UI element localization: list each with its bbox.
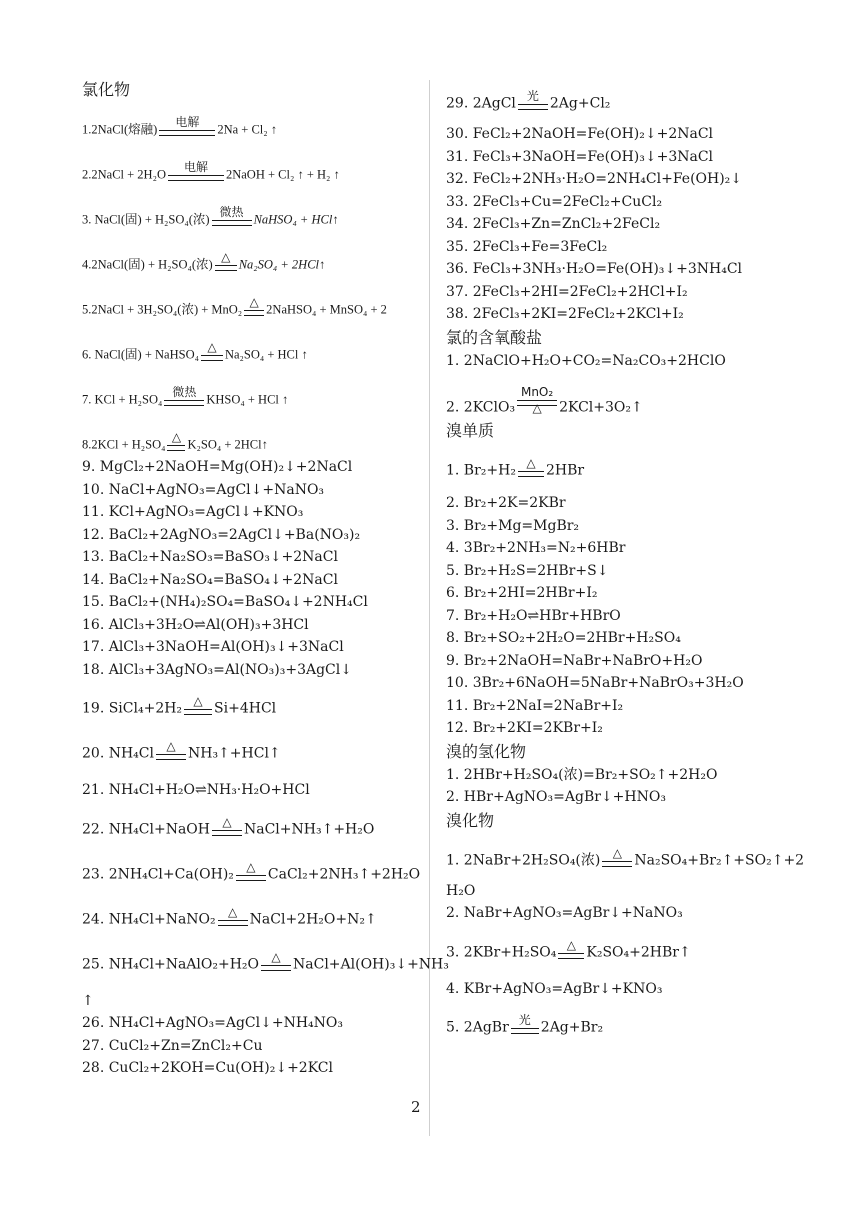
equation-br-8: 8. Br₂+SO₂+2H₂O=2HBr+H₂SO₄ [446,630,681,646]
equation-l4: 4.2NaCl(固) + H₂SO₄(浓) △ Na₂SO₄ + 2HCl↑ [82,250,326,272]
equation-r30: 30. FeCl₂+2NaOH=Fe(OH)₂↓+2NaCl [446,126,714,142]
equation-r35: 35. 2FeCl₃+Fe=3FeCl₂ [446,238,608,255]
equation-l10: 10. NaCl+AgNO₃=AgCl↓+NaNO₃ [82,481,325,498]
equation-r33: 33. 2FeCl₃+Cu=2FeCl₂+CuCl₂ [446,193,663,210]
equation-bromide-2: 2. NaBr+AgNO₃=AgBr↓+NaNO₃ [446,905,683,921]
equation-l22: 22. NH₄Cl+NaOH △ NaCl+NH₃↑+H₂O [82,814,375,837]
equation-l1: 1.2NaCl(熔融) 电解 2Na + Cl₂ ↑ [82,115,278,137]
equation-bromide-5: 5. 2AgBr 光 2Ag+Br₂ [446,1013,604,1036]
equation-l2: 2.2NaCl + 2H₂O 电解 2NaOH + Cl₂ ↑ + H₂ ↑ [82,160,340,182]
equation-l5: 5.2NaCl + 3H₂SO₄(浓) + MnO₂ △ 2NaHSO₄ + MnSO₄ + 2 [82,295,387,317]
equation-br-3: 3. Br₂+Mg=MgBr₂ [446,517,580,534]
equation-br-4: 4. 3Br₂+2NH₃=N₂+6HBr [446,540,626,556]
equation-l6: 6. NaCl(固) + NaHSO₄ △ Na₂SO₄ + HCl ↑ [82,340,308,362]
equation-hbr-1: 1. 2HBr+H₂SO₄(浓)=Br₂+SO₂↑+2H₂O [446,766,718,783]
equation-br-2: 2. Br₂+2K=2KBr [446,495,566,511]
section-heading-chlorides: 氯化物 [82,80,131,99]
column-divider [429,80,430,1136]
equation-oxy-1: 1. 2NaClO+H₂O+CO₂=Na₂CO₃+2HClO [446,352,726,369]
equation-l18: 18. AlCl₃+3AgNO₃=Al(NO₃)₃+3AgCl↓ [82,661,352,678]
equation-br-9: 9. Br₂+2NaOH=NaBr+NaBrO+H₂O [446,652,703,669]
equation-br-10: 10. 3Br₂+6NaOH=5NaBr+NaBrO₃+3H₂O [446,675,744,691]
equation-l19: 19. SiCl₄+2H₂ △ Si+4HCl [82,694,277,717]
equation-bromide-1-continued: H₂O [446,882,476,899]
equation-br-6: 6. Br₂+2HI=2HBr+I₂ [446,585,598,601]
equation-r31: 31. FeCl₃+3NaOH=Fe(OH)₃↓+3NaCl [446,148,714,165]
equation-l14: 14. BaCl₂+Na₂SO₄=BaSO₄↓+2NaCl [82,571,338,588]
equation-br-1: 1. Br₂+H₂ △ 2HBr [446,456,585,479]
equation-hbr-2: 2. HBr+AgNO₃=AgBr↓+HNO₃ [446,789,666,805]
equation-l21: 21. NH₄Cl+H₂O⇌NH₃·H₂O+HCl [82,782,310,798]
equation-l28: 28. CuCl₂+2KOH=Cu(OH)₂↓+2KCl [82,1060,333,1076]
section-heading-bromides: 溴化物 [446,810,495,830]
section-heading-oxyacid-salts: 氯的含氧酸盐 [446,327,543,347]
left-column [82,78,449,1080]
equation-bromide-4: 4. KBr+AgNO₃=AgBr↓+KNO₃ [446,980,663,997]
equation-l11: 11. KCl+AgNO₃=AgCl↓+KNO₃ [82,504,304,520]
equation-br-12: 12. Br₂+2KI=2KBr+I₂ [446,720,603,736]
equation-r32: 32. FeCl₂+2NH₃·H₂O=2NH₄Cl+Fe(OH)₂↓ [446,171,743,187]
equation-l7: 7. KCl + H₂SO₄ 微热 KHSO₄ + HCl ↑ [82,385,289,407]
right-column [446,90,816,1039]
equation-r29: 29. 2AgCl 光 2Ag+Cl₂ [446,89,611,112]
section-heading-hydrogen-bromide: 溴的氢化物 [446,741,527,761]
equation-l25-continued: ↑ [82,992,94,1009]
equation-r37: 37. 2FeCl₃+2HI=2FeCl₂+2HCl+I₂ [446,283,688,300]
equation-l27: 27. CuCl₂+Zn=ZnCl₂+Cu [82,1037,263,1054]
equation-l24: 24. NH₄Cl+NaNO₂ △ NaCl+2H₂O+N₂↑ [82,904,377,927]
equation-l13: 13. BaCl₂+Na₂SO₃=BaSO₃↓+2NaCl [82,549,338,565]
equation-l3: 3. NaCl(固) + H₂SO₄(浓) 微热 NaHSO₄ + HCl↑ [82,205,339,227]
equation-l8: 8.2KCl + H₂SO₄ △ K₂SO₄ + 2HCl↑ [82,430,268,452]
equation-l9: 9. MgCl₂+2NaOH=Mg(OH)₂↓+2NaCl [82,459,353,475]
equation-l17: 17. AlCl₃+3NaOH=Al(OH)₃↓+3NaCl [82,639,344,655]
equation-l26: 26. NH₄Cl+AgNO₃=AgCl↓+NH₄NO₃ [82,1015,343,1031]
equation-l23: 23. 2NH₄Cl+Ca(OH)₂ △ CaCl₂+2NH₃↑+2H₂O [82,859,421,882]
equation-l20: 20. NH₄Cl △ NH₃↑+HCl↑ [82,739,281,762]
equation-l15: 15. BaCl₂+(NH₄)₂SO₄=BaSO₄↓+2NH₄Cl [82,594,368,610]
equation-l16: 16. AlCl₃+3H₂O⇌Al(OH)₃+3HCl [82,616,309,633]
equation-bromide-3: 3. 2KBr+H₂SO₄ △ K₂SO₄+2HBr↑ [446,937,691,960]
equation-br-7: 7. Br₂+H₂O⇌HBr+HBrO [446,607,621,624]
equation-r34: 34. 2FeCl₃+Zn=ZnCl₂+2FeCl₂ [446,216,661,232]
equation-r36: 36. FeCl₃+3NH₃·H₂O=Fe(OH)₃↓+3NH₄Cl [446,261,743,277]
equation-br-5: 5. Br₂+H₂S=2HBr+S↓ [446,562,609,579]
equation-bromide-1: 1. 2NaBr+2H₂SO₄(浓) △ Na₂SO₄+Br₂↑+SO₂↑+2 [446,845,805,868]
equation-br-11: 11. Br₂+2NaI=2NaBr+I₂ [446,697,624,714]
equation-l25: 25. NH₄Cl+NaAlO₂+H₂O △ NaCl+Al(OH)₃↓+NH₃ [82,949,449,972]
page-number: 2 [411,1098,421,1116]
equation-r38: 38. 2FeCl₃+2KI=2FeCl₂+2KCl+I₂ [446,306,684,322]
equation-oxy-2: 2. 2KClO₃ MnO₂ △ 2KCl+3O₂↑ [446,385,643,416]
equation-l12: 12. BaCl₂+2AgNO₃=2AgCl↓+Ba(NO₃)₂ [82,526,361,543]
section-heading-bromine: 溴单质 [446,421,495,440]
